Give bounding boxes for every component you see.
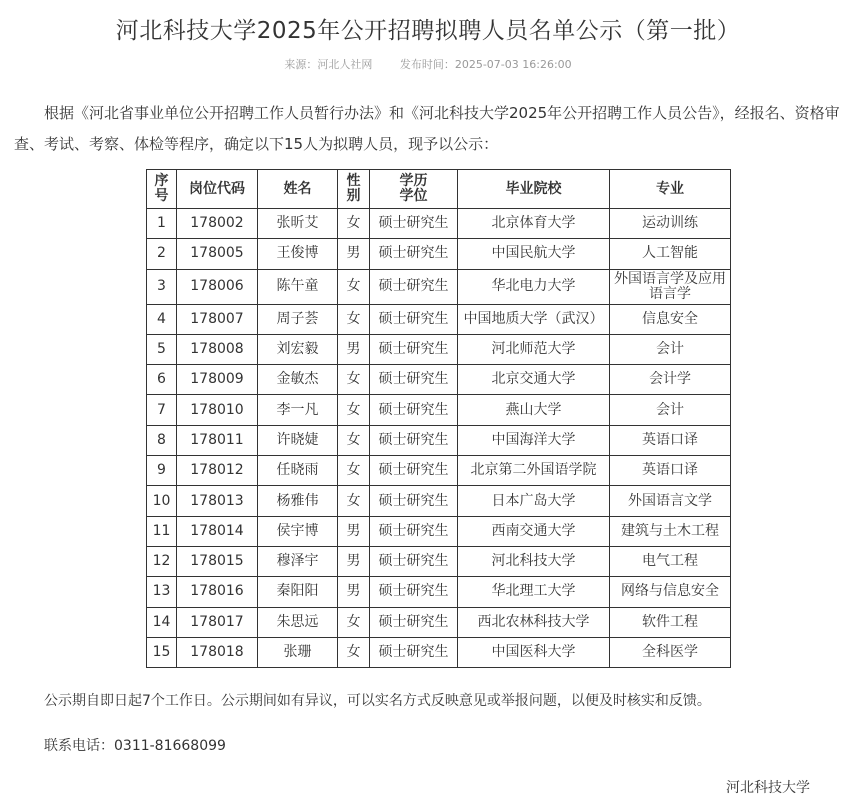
table-row bbox=[147, 395, 731, 425]
cell-major: 人工智能 bbox=[610, 239, 731, 269]
table-row bbox=[147, 425, 731, 455]
cell-name: 朱思远 bbox=[258, 607, 338, 637]
cell-school: 河北科技大学 bbox=[458, 546, 610, 576]
cell-degree: 硕士研究生 bbox=[370, 456, 458, 486]
header-name bbox=[258, 170, 338, 209]
cell-name: 秦阳阳 bbox=[258, 577, 338, 607]
contact-phone: 联系电话：0311-81668099 bbox=[44, 738, 226, 754]
cell-degree: 硕士研究生 bbox=[370, 546, 458, 576]
table-row bbox=[147, 269, 731, 304]
cell-name: 金敏杰 bbox=[258, 365, 338, 395]
signature: 河北科技大学 bbox=[726, 780, 810, 796]
cell-name: 王俊博 bbox=[258, 239, 338, 269]
cell-position-code: 178005 bbox=[177, 239, 258, 269]
cell-position-code: 178017 bbox=[177, 607, 258, 637]
cell-position-code: 178015 bbox=[177, 546, 258, 576]
candidates-table bbox=[146, 169, 731, 668]
header-text: 姓名 bbox=[283, 180, 312, 197]
cell-school: 中国海洋大学 bbox=[458, 425, 610, 455]
page-title: 河北科技大学2025年公开招聘拟聘人员名单公示（第一批） bbox=[115, 18, 741, 44]
table-body bbox=[147, 209, 731, 668]
table-row bbox=[147, 486, 731, 516]
cell-major: 外国语言学及应用语言学 bbox=[610, 269, 731, 304]
cell-major: 会计学 bbox=[610, 365, 731, 395]
cell-index: 6 bbox=[147, 365, 177, 395]
cell-school: 华北理工大学 bbox=[458, 577, 610, 607]
cell-degree: 硕士研究生 bbox=[370, 304, 458, 334]
cell-degree: 硕士研究生 bbox=[370, 516, 458, 546]
cell-major: 运动训练 bbox=[610, 209, 731, 239]
table-row bbox=[147, 516, 731, 546]
cell-index: 15 bbox=[147, 637, 177, 667]
cell-index: 8 bbox=[147, 425, 177, 455]
cell-gender: 女 bbox=[338, 637, 370, 667]
header-position-code bbox=[177, 170, 258, 209]
header-index bbox=[147, 170, 177, 209]
cell-school: 西北农林科技大学 bbox=[458, 607, 610, 637]
cell-major: 外国语言文学 bbox=[610, 486, 731, 516]
cell-name: 许晓婕 bbox=[258, 425, 338, 455]
cell-gender: 男 bbox=[338, 334, 370, 364]
cell-degree: 硕士研究生 bbox=[370, 486, 458, 516]
cell-degree: 硕士研究生 bbox=[370, 577, 458, 607]
cell-position-code: 178007 bbox=[177, 304, 258, 334]
cell-degree: 硕士研究生 bbox=[370, 365, 458, 395]
cell-position-code: 178008 bbox=[177, 334, 258, 364]
cell-degree: 硕士研究生 bbox=[370, 269, 458, 304]
cell-position-code: 178010 bbox=[177, 395, 258, 425]
cell-name: 张珊 bbox=[258, 637, 338, 667]
cell-school: 中国民航大学 bbox=[458, 239, 610, 269]
cell-name: 张昕艾 bbox=[258, 209, 338, 239]
cell-gender: 女 bbox=[338, 304, 370, 334]
header-text: 性别 bbox=[346, 173, 361, 204]
cell-school: 北京交通大学 bbox=[458, 365, 610, 395]
table-row bbox=[147, 334, 731, 364]
cell-gender: 男 bbox=[338, 577, 370, 607]
table-row bbox=[147, 607, 731, 637]
cell-major: 网络与信息安全 bbox=[610, 577, 731, 607]
cell-name: 李一凡 bbox=[258, 395, 338, 425]
cell-index: 2 bbox=[147, 239, 177, 269]
intro-paragraph: 根据《河北省事业单位公开招聘工作人员暂行办法》和《河北科技大学2025年公开招聘工作人员公告》，经报名、资格审查、考试、考察、体检等程序，确定以下15人为拟聘人员，现予以公示： bbox=[14, 104, 840, 153]
cell-major: 全科医学 bbox=[610, 637, 731, 667]
cell-position-code: 178006 bbox=[177, 269, 258, 304]
cell-position-code: 178013 bbox=[177, 486, 258, 516]
cell-gender: 女 bbox=[338, 269, 370, 304]
cell-name: 杨雅伟 bbox=[258, 486, 338, 516]
table-row bbox=[147, 546, 731, 576]
cell-school: 日本广岛大学 bbox=[458, 486, 610, 516]
cell-degree: 硕士研究生 bbox=[370, 334, 458, 364]
cell-degree: 硕士研究生 bbox=[370, 239, 458, 269]
header-text: 岗位代码 bbox=[189, 180, 245, 197]
cell-degree: 硕士研究生 bbox=[370, 607, 458, 637]
cell-position-code: 178011 bbox=[177, 425, 258, 455]
header-degree bbox=[370, 170, 458, 209]
cell-name: 刘宏毅 bbox=[258, 334, 338, 364]
header-text: 专业 bbox=[656, 180, 684, 197]
cell-major: 会计 bbox=[610, 334, 731, 364]
cell-gender: 女 bbox=[338, 607, 370, 637]
header-text: 序号 bbox=[154, 173, 169, 204]
cell-gender: 女 bbox=[338, 425, 370, 455]
notice-text: 公示期自即日起7个工作日。公示期间如有异议，可以实名方式反映意见或举报问题，以便及时核实和反馈。 bbox=[44, 693, 711, 709]
cell-index: 14 bbox=[147, 607, 177, 637]
cell-position-code: 178018 bbox=[177, 637, 258, 667]
header-major bbox=[610, 170, 731, 209]
cell-index: 12 bbox=[147, 546, 177, 576]
cell-name: 周子荟 bbox=[258, 304, 338, 334]
cell-degree: 硕士研究生 bbox=[370, 395, 458, 425]
cell-index: 7 bbox=[147, 395, 177, 425]
header-gender bbox=[338, 170, 370, 209]
cell-degree: 硕士研究生 bbox=[370, 209, 458, 239]
cell-major: 软件工程 bbox=[610, 607, 731, 637]
cell-name: 陈午童 bbox=[258, 269, 338, 304]
cell-gender: 男 bbox=[338, 516, 370, 546]
cell-index: 4 bbox=[147, 304, 177, 334]
cell-gender: 男 bbox=[338, 546, 370, 576]
cell-school: 燕山大学 bbox=[458, 395, 610, 425]
table-row bbox=[147, 456, 731, 486]
cell-major: 英语口译 bbox=[610, 456, 731, 486]
cell-school: 华北电力大学 bbox=[458, 269, 610, 304]
cell-position-code: 178012 bbox=[177, 456, 258, 486]
cell-index: 10 bbox=[147, 486, 177, 516]
publish-time: 发布时间：2025-07-03 16:26:00 bbox=[399, 58, 572, 71]
cell-major: 会计 bbox=[610, 395, 731, 425]
source-label: 来源：河北人社网 bbox=[284, 58, 373, 71]
cell-major: 信息安全 bbox=[610, 304, 731, 334]
cell-school: 中国医科大学 bbox=[458, 637, 610, 667]
cell-major: 电气工程 bbox=[610, 546, 731, 576]
cell-gender: 女 bbox=[338, 456, 370, 486]
table-row bbox=[147, 637, 731, 667]
table-row bbox=[147, 209, 731, 239]
cell-name: 任晓雨 bbox=[258, 456, 338, 486]
cell-position-code: 178016 bbox=[177, 577, 258, 607]
cell-school: 北京体育大学 bbox=[458, 209, 610, 239]
cell-index: 3 bbox=[147, 269, 177, 304]
cell-school: 西南交通大学 bbox=[458, 516, 610, 546]
cell-name: 侯宇博 bbox=[258, 516, 338, 546]
cell-degree: 硕士研究生 bbox=[370, 637, 458, 667]
cell-name: 穆泽宇 bbox=[258, 546, 338, 576]
table-row bbox=[147, 304, 731, 334]
cell-index: 13 bbox=[147, 577, 177, 607]
cell-gender: 女 bbox=[338, 486, 370, 516]
article-meta bbox=[0, 56, 856, 72]
table-row bbox=[147, 239, 731, 269]
cell-index: 11 bbox=[147, 516, 177, 546]
table-header-row bbox=[147, 170, 731, 209]
cell-gender: 女 bbox=[338, 365, 370, 395]
table-row bbox=[147, 577, 731, 607]
cell-school: 河北师范大学 bbox=[458, 334, 610, 364]
cell-degree: 硕士研究生 bbox=[370, 425, 458, 455]
cell-position-code: 178009 bbox=[177, 365, 258, 395]
cell-position-code: 178014 bbox=[177, 516, 258, 546]
cell-position-code: 178002 bbox=[177, 209, 258, 239]
cell-school: 中国地质大学（武汉） bbox=[458, 304, 610, 334]
cell-major: 建筑与土木工程 bbox=[610, 516, 731, 546]
cell-index: 5 bbox=[147, 334, 177, 364]
header-text: 毕业院校 bbox=[505, 180, 562, 197]
header-text: 学历学位 bbox=[399, 173, 428, 204]
cell-gender: 男 bbox=[338, 239, 370, 269]
cell-gender: 女 bbox=[338, 209, 370, 239]
table-row bbox=[147, 365, 731, 395]
cell-index: 9 bbox=[147, 456, 177, 486]
cell-major: 英语口译 bbox=[610, 425, 731, 455]
cell-school: 北京第二外国语学院 bbox=[458, 456, 610, 486]
cell-gender: 女 bbox=[338, 395, 370, 425]
cell-index: 1 bbox=[147, 209, 177, 239]
header-school bbox=[458, 170, 610, 209]
